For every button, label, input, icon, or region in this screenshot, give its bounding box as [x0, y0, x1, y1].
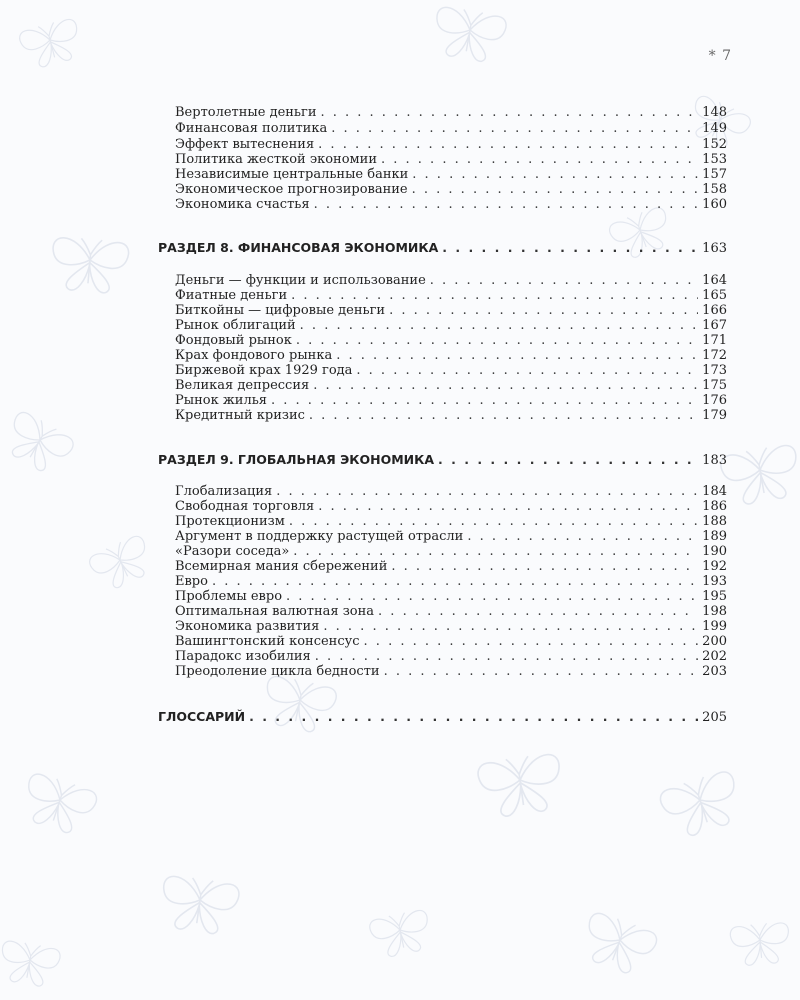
toc-entry[interactable] — [175, 363, 727, 379]
leader-dots — [384, 664, 699, 680]
toc-entry[interactable] — [175, 589, 727, 605]
toc-entry-page: 198 — [702, 604, 727, 619]
toc-entry-title: «Разори соседа» — [175, 544, 290, 559]
toc-entry-title: Вертолетные деньги — [175, 105, 317, 120]
toc-entry-page: 188 — [702, 514, 727, 529]
toc-entry[interactable] — [175, 484, 727, 500]
toc-entry-page: 179 — [702, 408, 727, 423]
toc-entry-page: 148 — [702, 105, 727, 120]
toc-entry-title: Деньги — функции и использование — [175, 273, 426, 288]
toc-entry-title: Биткойны — цифровые деньги — [175, 303, 386, 318]
toc-entry-page: 153 — [702, 152, 727, 167]
section-title: ГЛОССАРИЙ — [158, 709, 246, 724]
toc-entry[interactable] — [175, 273, 727, 289]
toc-entry-page: 172 — [702, 348, 727, 363]
toc-entry[interactable] — [175, 378, 727, 394]
toc-entry[interactable] — [175, 333, 727, 349]
leader-dots — [331, 121, 698, 137]
toc-entry-page: 164 — [702, 273, 727, 288]
leader-dots — [309, 408, 698, 424]
toc-entry-page: 167 — [702, 318, 727, 333]
leader-dots — [318, 499, 698, 515]
leader-dots — [271, 393, 698, 409]
toc-entry-page: 149 — [702, 121, 727, 136]
leader-dots — [291, 288, 698, 304]
leader-dots — [276, 484, 698, 500]
toc-entry[interactable] — [175, 167, 727, 183]
toc-entry-page: 190 — [702, 544, 727, 559]
leader-dots — [389, 303, 698, 319]
toc-entry[interactable] — [175, 559, 727, 575]
toc-entry-title: Аргумент в поддержку растущей отрасли — [175, 529, 464, 544]
toc-entry[interactable] — [175, 408, 727, 424]
toc-entry-title: Независимые центральные банки — [175, 167, 409, 182]
toc-entry-title: Экономика счастья — [175, 197, 310, 212]
leader-dots — [313, 378, 698, 394]
toc-entry-page: 166 — [702, 303, 727, 318]
toc-entry[interactable] — [175, 318, 727, 334]
toc-entry[interactable] — [175, 514, 727, 530]
toc-entry-page: 165 — [702, 288, 727, 303]
leader-dots — [300, 318, 699, 334]
toc-entry[interactable] — [175, 529, 727, 545]
page-number: * 7 — [708, 48, 732, 64]
toc-entry-title: Фондовый рынок — [175, 333, 292, 348]
leader-dots — [378, 604, 698, 620]
toc-entry[interactable] — [175, 152, 727, 168]
toc-entry-title: Крах фондового рынка — [175, 348, 333, 363]
toc-entry-title: Евро — [175, 574, 208, 589]
toc-entry-page: 171 — [702, 333, 727, 348]
leader-dots — [289, 514, 698, 530]
toc-entry-title: Рынок облигаций — [175, 318, 296, 333]
toc-entry[interactable] — [175, 544, 727, 560]
toc-entry-page: 160 — [702, 197, 727, 212]
toc-entry-title: Великая депрессия — [175, 378, 310, 393]
toc-entry-title: Политика жесткой экономии — [175, 152, 377, 167]
toc-section-heading[interactable] — [158, 709, 727, 726]
toc-entry-page: 189 — [702, 529, 727, 544]
toc-entry-page: 158 — [702, 182, 727, 197]
toc-entry-page: 173 — [702, 363, 727, 378]
toc-entry[interactable] — [175, 664, 727, 680]
toc-entry-title: Фиатные деньги — [175, 288, 288, 303]
leader-dots — [336, 348, 698, 364]
leader-dots — [430, 273, 698, 289]
leader-dots — [442, 240, 698, 256]
toc-entry-page: 192 — [702, 559, 727, 574]
leader-dots — [381, 152, 698, 168]
toc-entry-title: Экономическое прогнозирование — [175, 182, 408, 197]
toc-entry-page: 184 — [702, 484, 727, 499]
toc-entry[interactable] — [175, 182, 727, 198]
toc-section-heading[interactable] — [158, 452, 727, 469]
toc-entry-page: 202 — [702, 649, 727, 664]
toc-section-heading[interactable] — [158, 240, 727, 257]
toc-entry-page: 175 — [702, 378, 727, 393]
toc-entry[interactable] — [175, 197, 727, 213]
toc-entry[interactable] — [175, 649, 727, 665]
toc-entry-title: Эффект вытеснения — [175, 137, 315, 152]
leader-dots — [320, 105, 698, 121]
leader-dots — [318, 137, 698, 153]
leader-dots — [315, 649, 698, 665]
leader-dots — [286, 589, 698, 605]
toc-entry-page: 152 — [702, 137, 727, 152]
toc-entry-page: 176 — [702, 393, 727, 408]
toc-entry[interactable] — [175, 137, 727, 153]
toc-entry-title: Биржевой крах 1929 года — [175, 363, 353, 378]
toc-entry-title: Вашингтонский консенсус — [175, 634, 360, 649]
leader-dots — [212, 574, 698, 590]
toc-entry-title: Парадокс изобилия — [175, 649, 311, 664]
leader-dots — [438, 452, 698, 468]
toc-entry[interactable] — [175, 105, 727, 121]
toc-entry[interactable] — [175, 121, 727, 137]
toc-entry-page: 203 — [702, 664, 727, 679]
toc-entry-page: 195 — [702, 589, 727, 604]
toc-entry-title: Преодоление цикла бедности — [175, 664, 380, 679]
toc-entry-title: Протекционизм — [175, 514, 285, 529]
toc-entry[interactable] — [175, 619, 727, 635]
toc-entry[interactable] — [175, 393, 727, 409]
toc-entry[interactable] — [175, 348, 727, 364]
section-title: РАЗДЕЛ 9. ГЛОБАЛЬНАЯ ЭКОНОМИКА — [158, 452, 435, 467]
toc-entry[interactable] — [175, 604, 727, 620]
toc-entry[interactable] — [175, 303, 727, 319]
leader-dots — [293, 544, 698, 560]
section-page: 163 — [702, 241, 727, 256]
toc-entry-page: 157 — [702, 167, 727, 182]
leader-dots — [323, 619, 698, 635]
toc-entry[interactable] — [175, 499, 727, 515]
leader-dots — [296, 333, 698, 349]
toc-entry-title: Всемирная мания сбережений — [175, 559, 388, 574]
toc-entry-page: 193 — [702, 574, 727, 589]
section-title: РАЗДЕЛ 8. ФИНАНСОВАЯ ЭКОНОМИКА — [158, 240, 439, 255]
toc-entry-title: Кредитный кризис — [175, 408, 305, 423]
section-page: 183 — [702, 453, 727, 468]
leader-dots — [412, 167, 698, 183]
toc-entry-page: 200 — [702, 634, 727, 649]
toc-entry-title: Проблемы евро — [175, 589, 283, 604]
leader-dots — [391, 559, 698, 575]
toc-entry-page: 199 — [702, 619, 727, 634]
leader-dots — [356, 363, 698, 379]
toc-entry[interactable] — [175, 634, 727, 650]
toc-entry-page: 186 — [702, 499, 727, 514]
toc-entry-title: Рынок жилья — [175, 393, 268, 408]
section-page: 205 — [702, 710, 727, 725]
toc-entry-title: Свободная торговля — [175, 499, 315, 514]
leader-dots — [364, 634, 699, 650]
leader-dots — [314, 197, 699, 213]
toc-entry-title: Экономика развития — [175, 619, 320, 634]
toc-entry-title: Оптимальная валютная зона — [175, 604, 375, 619]
toc-entry[interactable] — [175, 288, 727, 304]
leader-dots — [467, 529, 698, 545]
toc-entry-title: Глобализация — [175, 484, 273, 499]
leader-dots — [249, 709, 698, 725]
toc-entry-title: Финансовая политика — [175, 121, 328, 136]
toc-entry[interactable] — [175, 574, 727, 590]
leader-dots — [412, 182, 699, 198]
